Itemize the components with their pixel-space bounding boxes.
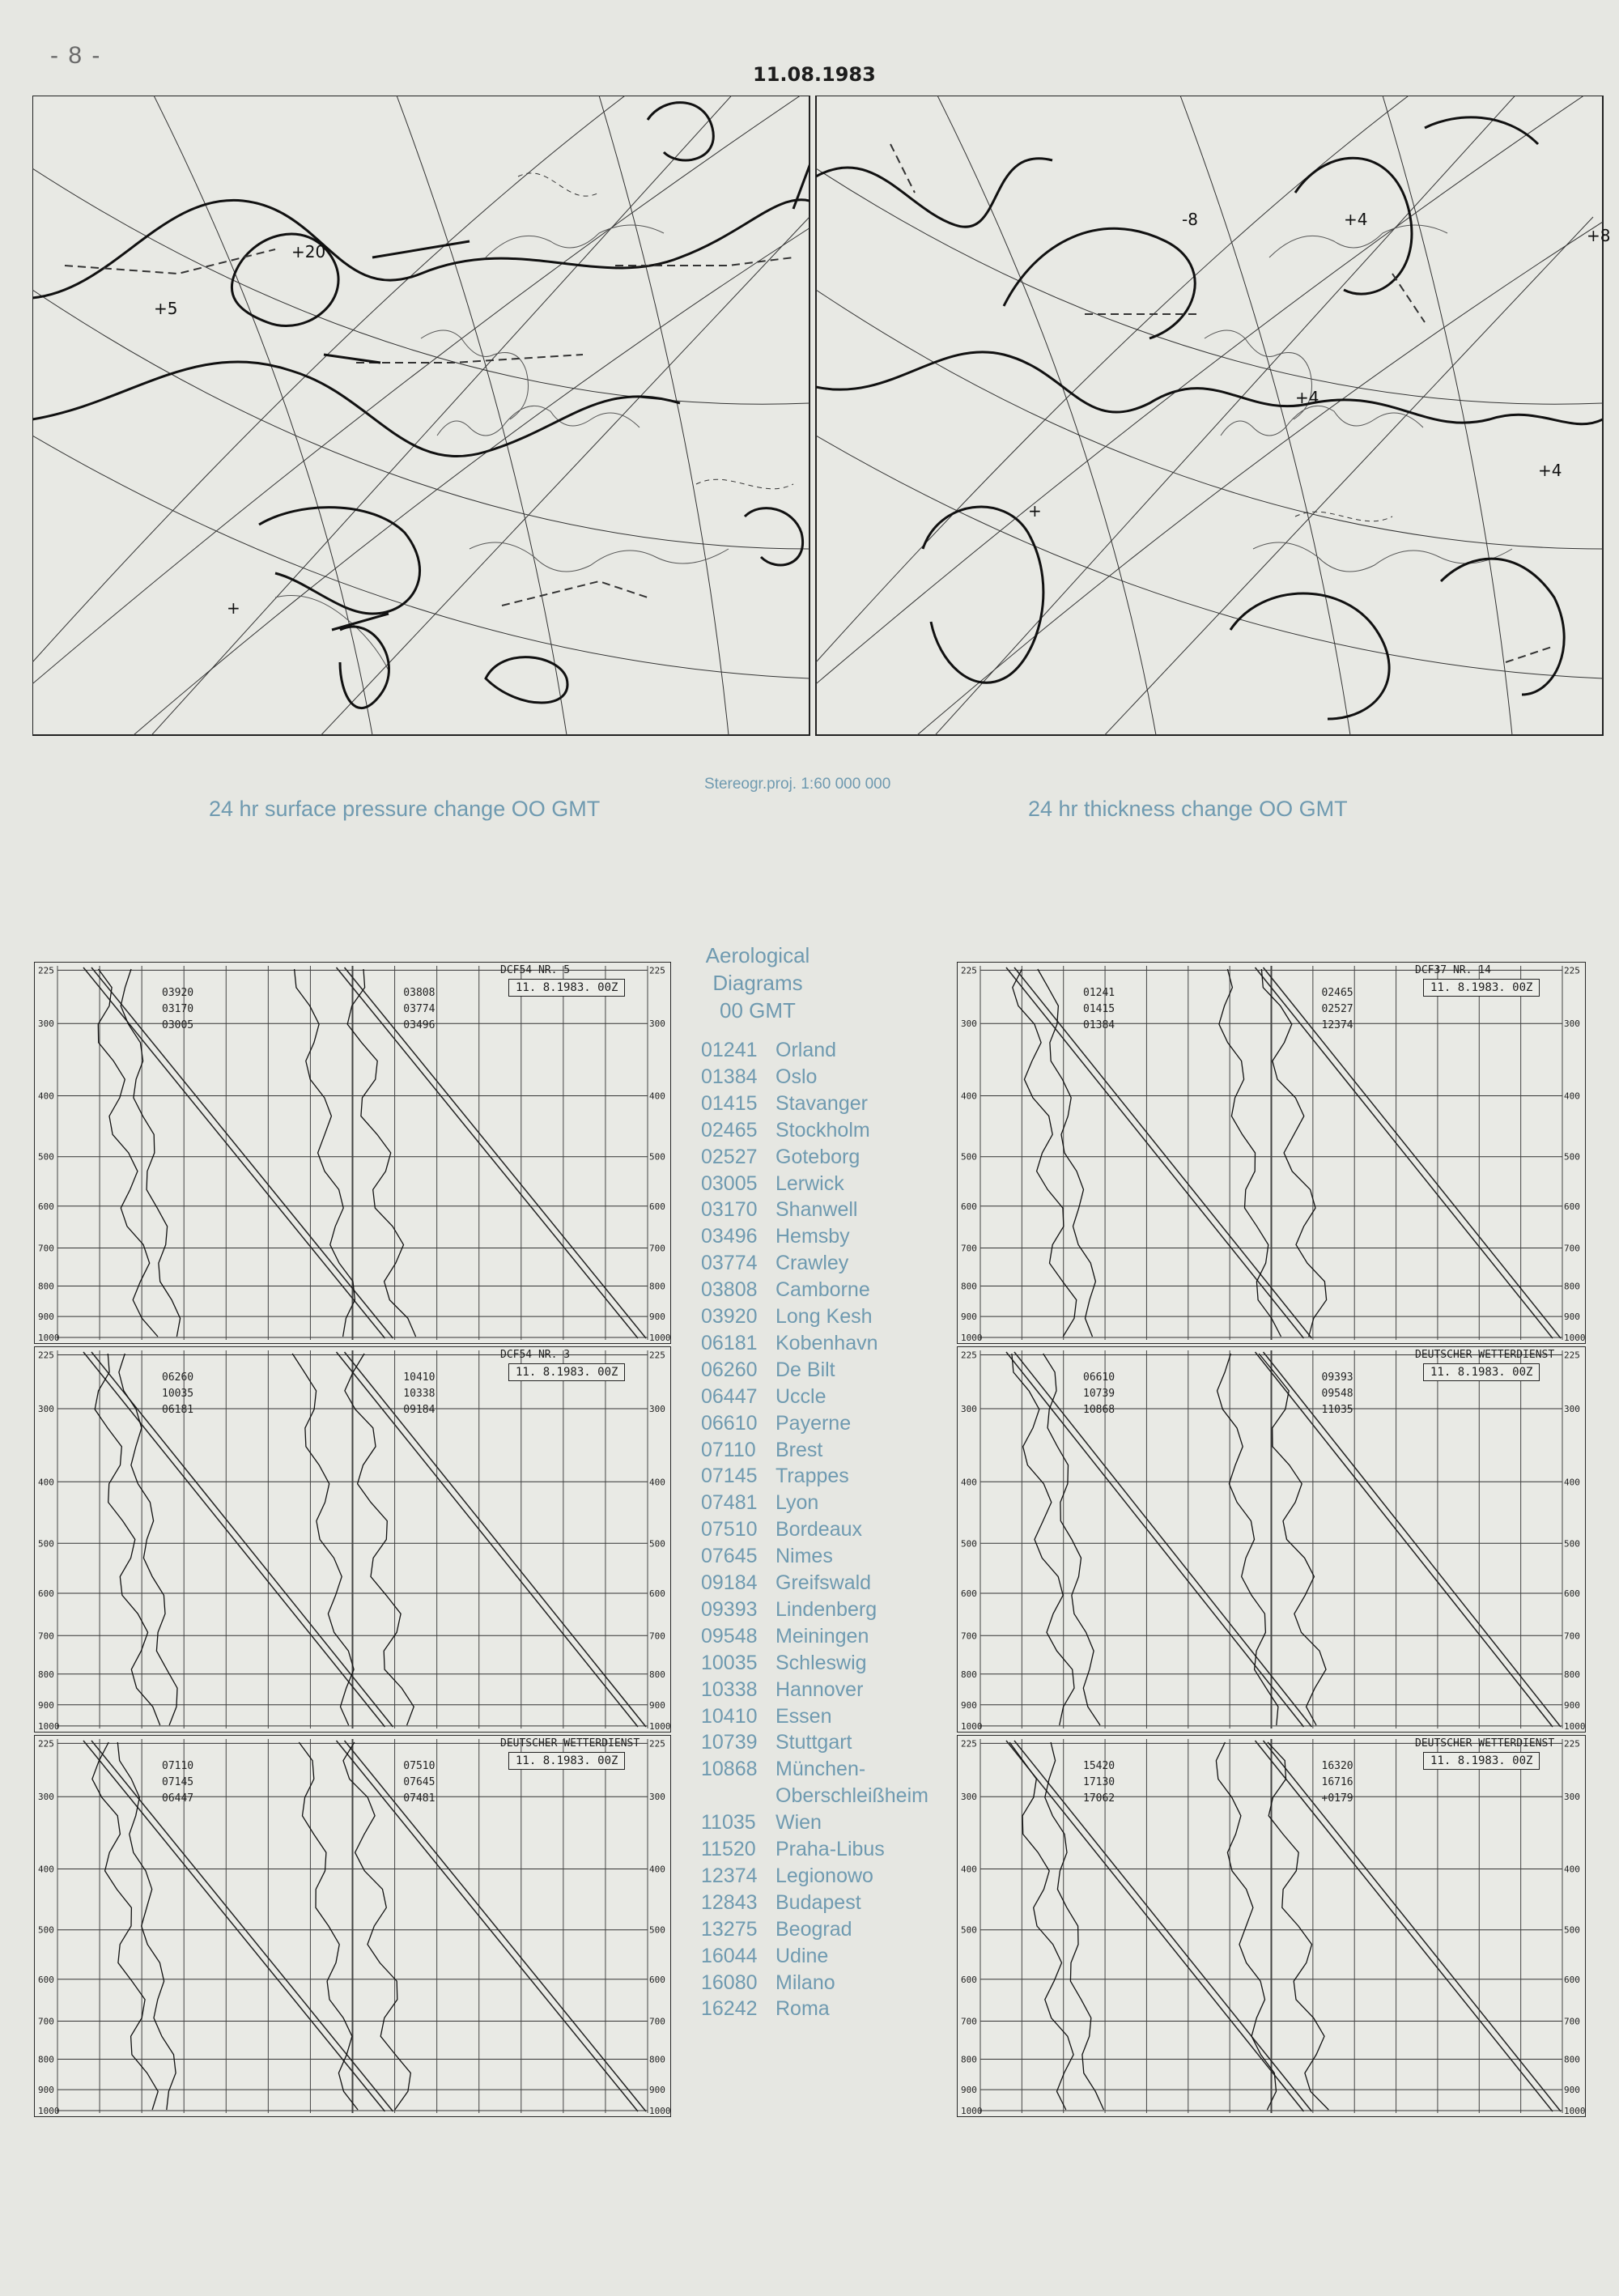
diagram-grid (958, 1347, 1585, 1732)
pressure-level-label: 900 (38, 2085, 54, 2096)
station-entry (701, 1225, 850, 1248)
pressure-level-label: 500 (649, 1924, 665, 1936)
station-name: Camborne (776, 1278, 870, 1302)
svg-text:+4: +4 (1344, 210, 1368, 229)
pressure-level-label: 400 (1564, 1477, 1580, 1488)
station-name: Payerne (776, 1411, 852, 1435)
station-entry (701, 1652, 867, 1675)
station-entry (701, 1731, 852, 1754)
pressure-level-label: 700 (649, 1243, 665, 1254)
pressure-level-label: 700 (1564, 2016, 1580, 2027)
station-code: 10739 (701, 1731, 758, 1754)
station-entry (701, 1918, 852, 1941)
station-code: 06447 (701, 1384, 758, 1408)
pressure-level-label: 400 (961, 1091, 977, 1102)
station-entry (701, 1518, 862, 1541)
station-name: Praha-Libus (776, 1838, 885, 1860)
station-name: Goteborg (776, 1145, 860, 1168)
diagram-date: 11. 8.1983. 00Z (1423, 1752, 1540, 1770)
diagram-grid (35, 1736, 670, 2116)
station-entry (701, 1625, 869, 1648)
pressure-level-label: 500 (38, 1151, 54, 1163)
station-id-label: 11035 (1321, 1404, 1353, 1416)
pressure-level-label: 800 (649, 1281, 665, 1292)
station-name: Oslo (776, 1065, 818, 1088)
pressure-level-label: 600 (961, 1201, 977, 1212)
station-code: 06260 (701, 1358, 758, 1381)
station-id-label: 01241 (1083, 987, 1115, 999)
pressure-level-label: 300 (961, 1792, 977, 1803)
pressure-level-label: 500 (961, 1924, 977, 1936)
station-name: München- (776, 1758, 866, 1781)
station-id-label: 16320 (1321, 1760, 1353, 1772)
pressure-level-label: 800 (961, 1281, 977, 1292)
pressure-level-label: 300 (649, 1792, 665, 1803)
station-name: Kobenhavn (776, 1331, 878, 1354)
diagram-header: DCF54 NR. 3 (500, 1349, 571, 1361)
station-code: 02465 (701, 1118, 758, 1142)
pressure-level-label: 600 (38, 1974, 54, 1985)
station-id-label: 07110 (162, 1760, 194, 1772)
pressure-level-label: 225 (649, 1738, 665, 1750)
station-code: 03774 (701, 1252, 758, 1275)
svg-text:+4: +4 (1538, 461, 1562, 480)
station-code: 09393 (701, 1597, 758, 1621)
pressure-level-label: 300 (961, 1018, 977, 1030)
station-code: 07510 (701, 1518, 758, 1541)
station-id-label: 03005 (162, 1019, 194, 1031)
pressure-level-label: 700 (961, 1631, 977, 1642)
station-name: Orland (776, 1039, 837, 1061)
pressure-change-map (32, 96, 810, 735)
pressure-level-label: 500 (961, 1538, 977, 1550)
station-entry (701, 1571, 871, 1595)
pressure-level-label: 400 (961, 1477, 977, 1488)
pressure-level-label: 500 (649, 1538, 665, 1550)
station-entry (701, 1119, 870, 1142)
pressure-level-label: 700 (961, 2016, 977, 2027)
svg-text:-8: -8 (1182, 210, 1198, 229)
station-code: 09548 (701, 1624, 758, 1648)
station-id-label: 07645 (403, 1776, 436, 1788)
station-code: 12374 (701, 1864, 758, 1887)
station-id-label: 01415 (1083, 1003, 1115, 1015)
station-code: 11520 (701, 1838, 756, 1860)
station-name: Legionowo (776, 1864, 873, 1887)
station-code: 03005 (701, 1171, 758, 1195)
pressure-level-label: 600 (1564, 1974, 1580, 1985)
pressure-level-label: 1000 (1564, 1720, 1585, 1732)
pressure-level-label: 800 (649, 2054, 665, 2065)
station-id-label: 03774 (403, 1003, 436, 1015)
svg-text:+: + (1028, 501, 1042, 521)
pressure-level-label: 1000 (961, 1720, 983, 1732)
station-name: Lindenberg (776, 1597, 877, 1621)
aerological-diagram (34, 1735, 671, 2117)
pressure-level-label: 700 (1564, 1243, 1580, 1254)
pressure-level-label: 800 (1564, 1669, 1580, 1680)
pressure-level-label: 600 (1564, 1588, 1580, 1599)
pressure-level-label: 1000 (38, 2105, 60, 2116)
station-entry (701, 1065, 817, 1089)
diagram-grid (958, 963, 1585, 1343)
pressure-level-label: 300 (38, 1792, 54, 1803)
station-entry (701, 1864, 873, 1888)
station-id-label: +0179 (1321, 1792, 1353, 1805)
pressure-level-label: 225 (1564, 1350, 1580, 1361)
pressure-level-label: 600 (961, 1974, 977, 1985)
station-entry (701, 1678, 863, 1702)
svg-text:+8: +8 (1587, 226, 1611, 245)
pressure-level-label: 400 (649, 1091, 665, 1102)
pressure-level-label: 900 (38, 1312, 54, 1323)
station-code: 03496 (701, 1225, 758, 1248)
station-id-label: 06447 (162, 1792, 194, 1805)
pressure-level-label: 500 (961, 1151, 977, 1163)
pressure-level-label: 400 (38, 1091, 54, 1102)
station-code: 10035 (701, 1651, 758, 1674)
station-code: 07645 (701, 1545, 758, 1568)
station-name: Shanwell (776, 1198, 858, 1222)
pressure-level-label: 900 (961, 1699, 977, 1711)
station-code: 09184 (701, 1571, 758, 1594)
pressure-level-label: 1000 (1564, 1332, 1585, 1343)
pressure-level-label: 600 (961, 1588, 977, 1599)
diagram-date: 11. 8.1983. 00Z (508, 1363, 625, 1381)
svg-text:+20: +20 (291, 242, 326, 261)
station-id-label: 07481 (403, 1792, 436, 1805)
station-code: 16242 (701, 1997, 758, 2021)
station-name: Schleswig (776, 1651, 867, 1674)
station-entry (701, 1945, 828, 1968)
station-entry (701, 1278, 870, 1302)
pressure-level-label: 300 (1564, 1404, 1580, 1414)
pressure-level-label: 1000 (1564, 2105, 1585, 2116)
pressure-level-label: 225 (961, 1738, 977, 1750)
pressure-level-label: 500 (649, 1151, 665, 1163)
station-id-label: 10868 (1083, 1404, 1115, 1416)
station-name: Stavanger (776, 1091, 868, 1115)
diagram-grid (35, 1347, 670, 1732)
pressure-level-label: 600 (1564, 1201, 1580, 1212)
pressure-level-label: 800 (961, 2054, 977, 2065)
station-code: 10338 (701, 1677, 758, 1701)
pressure-level-label: 800 (38, 2054, 54, 2065)
diagram-grid (35, 963, 670, 1343)
pressure-level-label: 700 (1564, 1631, 1580, 1642)
pressure-level-label: 700 (38, 2016, 54, 2027)
station-list-title: Aerological Diagrams 00 GMT (705, 943, 810, 1023)
pressure-level-label: 300 (649, 1404, 665, 1414)
pressure-level-label: 600 (38, 1588, 54, 1599)
weather-maps (32, 96, 1611, 743)
pressure-level-label: 500 (1564, 1924, 1580, 1936)
station-entry (701, 1997, 830, 2021)
pressure-level-label: 900 (961, 2085, 977, 2096)
pressure-level-label: 900 (1564, 1699, 1580, 1711)
pressure-change-caption: 24 hr surface pressure change OO GMT (209, 797, 601, 821)
station-entry (701, 1092, 868, 1116)
station-entry (701, 1439, 822, 1462)
pressure-level-label: 225 (961, 965, 977, 976)
station-id-label: 01384 (1083, 1019, 1115, 1031)
pressure-level-label: 700 (38, 1631, 54, 1642)
station-entry (701, 1332, 878, 1355)
pressure-level-label: 300 (38, 1404, 54, 1414)
station-name: Wien (776, 1811, 822, 1835)
station-code: 13275 (701, 1917, 758, 1941)
station-name: Meiningen (776, 1624, 869, 1648)
station-id-label: 07510 (403, 1760, 436, 1772)
pressure-level-label: 1000 (961, 2105, 983, 2116)
station-name: Oberschleißheim (776, 1784, 928, 1808)
station-code: 03920 (701, 1305, 758, 1328)
pressure-level-label: 225 (649, 965, 665, 976)
station-entry (701, 1146, 860, 1169)
pressure-level-label: 1000 (649, 1720, 670, 1732)
pressure-level-label: 800 (1564, 1281, 1580, 1292)
station-id-label: 10739 (1083, 1388, 1115, 1400)
station-id-label: 03170 (162, 1003, 194, 1015)
station-id-label: 12374 (1321, 1019, 1353, 1031)
pressure-level-label: 900 (38, 1699, 54, 1711)
pressure-level-label: 225 (649, 1350, 665, 1361)
pressure-level-label: 900 (1564, 1312, 1580, 1323)
station-code: 16080 (701, 1971, 758, 1994)
station-name: Long Kesh (776, 1305, 873, 1328)
station-name: Bordeaux (776, 1518, 863, 1541)
station-entry (701, 1491, 818, 1515)
station-id-label: 02527 (1321, 1003, 1353, 1015)
pressure-level-label: 225 (38, 1350, 54, 1361)
station-id-label: 03496 (403, 1019, 436, 1031)
station-id-label: 06610 (1083, 1371, 1115, 1384)
station-code: 03808 (701, 1278, 758, 1302)
aerological-diagram (957, 1346, 1586, 1733)
station-name: Brest (776, 1438, 823, 1461)
svg-text:+: + (227, 598, 240, 618)
station-id-label: 07145 (162, 1776, 194, 1788)
station-id-label: 10410 (403, 1371, 436, 1384)
svg-text:+5: +5 (154, 299, 178, 318)
station-id-label: 02465 (1321, 987, 1353, 999)
station-name: Greifswald (776, 1571, 872, 1594)
station-entry (701, 1598, 877, 1622)
pressure-level-label: 225 (1564, 1738, 1580, 1750)
station-name: Essen (776, 1704, 832, 1728)
pressure-level-label: 400 (38, 1477, 54, 1488)
station-id-label: 09548 (1321, 1388, 1353, 1400)
station-id-label: 16716 (1321, 1776, 1353, 1788)
station-code: 12843 (701, 1890, 758, 1914)
pressure-level-label: 225 (38, 1738, 54, 1750)
thickness-change-caption: 24 hr thickness change OO GMT (1028, 797, 1348, 821)
station-code: 01415 (701, 1091, 758, 1115)
thickness-change-map (816, 96, 1603, 735)
diagram-grid (958, 1736, 1585, 2116)
pressure-level-label: 500 (38, 1924, 54, 1936)
pressure-level-label: 900 (649, 2085, 665, 2096)
pressure-level-label: 400 (961, 1864, 977, 1875)
pressure-level-label: 300 (961, 1404, 977, 1414)
diagram-header: DEUTSCHER WETTERDIENST (500, 1737, 640, 1750)
pressure-level-label: 700 (38, 1243, 54, 1254)
station-name: Stockholm (776, 1118, 870, 1142)
station-entry (701, 1385, 826, 1409)
pressure-level-label: 1000 (38, 1720, 60, 1732)
station-name: Crawley (776, 1252, 849, 1275)
diagram-date: 11. 8.1983. 00Z (508, 979, 625, 997)
aerological-diagram (34, 1346, 671, 1733)
pressure-level-label: 700 (649, 1631, 665, 1642)
station-name: Udine (776, 1944, 829, 1967)
aerological-diagram (34, 962, 671, 1344)
station-name: Nimes (776, 1545, 833, 1568)
station-code: 10868 (701, 1758, 758, 1781)
station-name: Stuttgart (776, 1731, 852, 1754)
pressure-level-label: 900 (961, 1312, 977, 1323)
pressure-level-label: 1000 (649, 1332, 670, 1343)
diagram-header: DCF37 NR. 14 (1415, 964, 1491, 976)
projection-label: Stereogr.proj. 1:60 000 000 (704, 776, 891, 793)
station-id-label: 15420 (1083, 1760, 1115, 1772)
station-code: 06181 (701, 1331, 758, 1354)
station-id-label: 03920 (162, 987, 194, 999)
pressure-level-label: 225 (1564, 965, 1580, 976)
diagram-date: 11. 8.1983. 00Z (508, 1752, 625, 1770)
station-name: De Bilt (776, 1358, 835, 1381)
pressure-level-label: 700 (649, 2016, 665, 2027)
pressure-level-label: 700 (961, 1243, 977, 1254)
station-entry (701, 1198, 857, 1222)
station-entry (701, 1811, 822, 1835)
diagram-date: 11. 8.1983. 00Z (1423, 979, 1540, 997)
pressure-level-label: 500 (38, 1538, 54, 1550)
station-entry (701, 1305, 873, 1329)
station-id-label: 09393 (1321, 1371, 1353, 1384)
pressure-level-label: 300 (1564, 1018, 1580, 1030)
station-entry (701, 1838, 885, 1861)
pressure-level-label: 1000 (961, 1332, 983, 1343)
pressure-level-label: 900 (649, 1312, 665, 1323)
diagram-date: 11. 8.1983. 00Z (1423, 1363, 1540, 1381)
diagram-header: DCF54 NR. 5 (500, 964, 571, 976)
station-code: 01241 (701, 1039, 758, 1061)
pressure-level-label: 300 (38, 1018, 54, 1030)
station-entry (701, 1172, 844, 1196)
station-name: Trappes (776, 1465, 849, 1488)
station-id-label: 10338 (403, 1388, 436, 1400)
svg-text:+4: +4 (1295, 388, 1319, 407)
pressure-level-label: 1000 (649, 2105, 670, 2116)
pressure-level-label: 800 (38, 1669, 54, 1680)
station-entry (701, 1891, 861, 1915)
station-name: Milano (776, 1971, 835, 1994)
station-code: 07481 (701, 1491, 758, 1515)
station-entry (701, 1758, 865, 1781)
station-id-label: 06181 (162, 1404, 194, 1416)
pressure-level-label: 800 (649, 1669, 665, 1680)
station-entry (701, 1039, 836, 1062)
pressure-level-label: 225 (961, 1350, 977, 1361)
station-id-label: 03808 (403, 987, 436, 999)
pressure-level-label: 500 (1564, 1538, 1580, 1550)
pressure-level-label: 400 (649, 1477, 665, 1488)
station-name: Roma (776, 1997, 830, 2021)
station-entry (701, 1971, 835, 1995)
station-code: 10410 (701, 1704, 758, 1728)
pressure-level-label: 900 (1564, 2085, 1580, 2096)
station-id-label: 10035 (162, 1388, 194, 1400)
pressure-level-label: 600 (649, 1588, 665, 1599)
station-entry (701, 1358, 835, 1382)
aerological-diagram (957, 962, 1586, 1344)
station-name: Hemsby (776, 1225, 850, 1248)
station-id-label: 06260 (162, 1371, 194, 1384)
pressure-level-label: 800 (961, 1669, 977, 1680)
station-entry (701, 1784, 928, 1808)
pressure-level-label: 300 (1564, 1792, 1580, 1803)
pressure-level-label: 600 (38, 1201, 54, 1212)
page-date: 11.08.1983 (753, 63, 876, 86)
pressure-level-label: 225 (38, 965, 54, 976)
pressure-level-label: 600 (649, 1201, 665, 1212)
station-entry (701, 1465, 849, 1488)
station-entry (701, 1412, 851, 1435)
pressure-level-label: 400 (1564, 1091, 1580, 1102)
station-name: Lerwick (776, 1171, 844, 1195)
pressure-level-label: 800 (1564, 2054, 1580, 2065)
station-id-label: 09184 (403, 1404, 436, 1416)
station-code: 03170 (701, 1198, 758, 1222)
station-id-label: 17062 (1083, 1792, 1115, 1805)
station-entry (701, 1705, 831, 1728)
station-name: Lyon (776, 1491, 819, 1515)
pressure-level-label: 800 (38, 1281, 54, 1292)
aerological-diagram (957, 1735, 1586, 2117)
pressure-level-label: 400 (649, 1864, 665, 1875)
pressure-level-label: 400 (1564, 1864, 1580, 1875)
pressure-level-label: 400 (38, 1864, 54, 1875)
station-id-label: 17130 (1083, 1776, 1115, 1788)
pressure-level-label: 600 (649, 1974, 665, 1985)
station-code: 02527 (701, 1145, 758, 1168)
station-code: 06610 (701, 1411, 758, 1435)
diagram-header: DEUTSCHER WETTERDIENST (1415, 1349, 1555, 1361)
pressure-level-label: 900 (649, 1699, 665, 1711)
station-code: 07110 (701, 1438, 756, 1461)
station-code: 16044 (701, 1944, 758, 1967)
pressure-level-label: 1000 (38, 1332, 60, 1343)
station-code: 11035 (701, 1811, 756, 1835)
station-name: Hannover (776, 1677, 864, 1701)
station-entry (701, 1545, 833, 1568)
station-name: Beograd (776, 1917, 852, 1941)
station-code: 01384 (701, 1065, 758, 1088)
station-name: Uccle (776, 1384, 826, 1408)
pressure-level-label: 300 (649, 1018, 665, 1030)
page-number: - 8 - (50, 42, 102, 69)
station-entry (701, 1252, 848, 1275)
pressure-level-label: 500 (1564, 1151, 1580, 1163)
diagram-header: DEUTSCHER WETTERDIENST (1415, 1737, 1555, 1750)
station-code: 07145 (701, 1465, 758, 1488)
station-name: Budapest (776, 1890, 861, 1914)
